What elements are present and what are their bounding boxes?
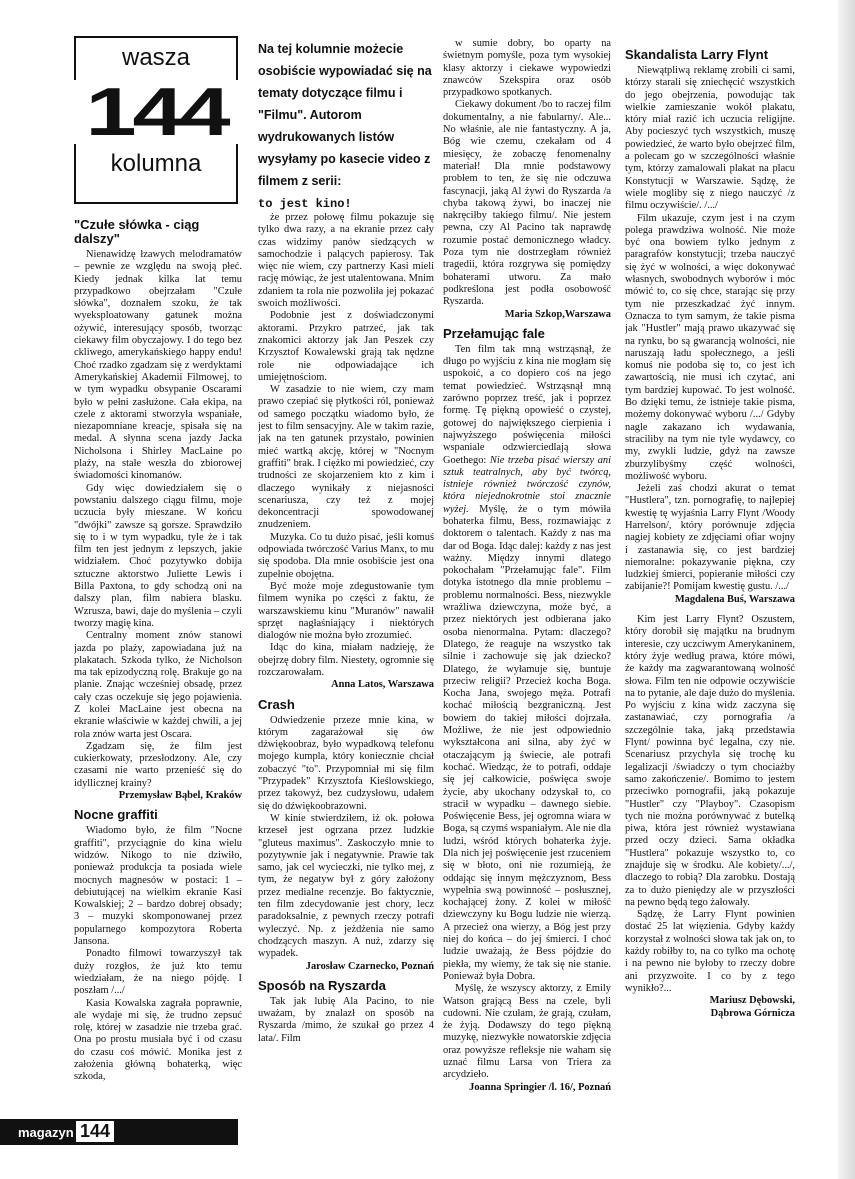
paragraph: Podobnie jest z doświadczonymi aktorami. Przykro patrzeć, jak tak znakomici aktorzy jak Jan Peszek czy Krzysztof Kowalewski grają tak nędzne role nie odpowiadające ich umiejętnościom. xyxy=(258,310,434,383)
letter-signature: Anna Latos, Warszawa xyxy=(331,679,434,691)
logo-number: 144 xyxy=(13,80,299,144)
letter-signature: Mariusz Dębowski, xyxy=(709,995,795,1007)
letter-signature: Maria Szkop,Warszawa xyxy=(504,308,611,320)
paragraph: Ciekawy dokument /bo to raczej film dokumentalny, a nie fabularny/. Ale... No właśnie, ale nie fantastyczny. A ja, Bóg wie czemu, czekałam od 4 miesięcy, że zobaczę fenomenalny materiał! Dla mnie podstawowy problem to ten, że się nie odczuwa fascynacji, jaką Al żywi do Ryszarda /a chyba takową żywi, bo inaczej nie nakręciłby takiego filmu/. Nie jestem pewna, czy Al Pacino tak naprawdę rozumie postać demonicznego władcy. Poza tym nie dostrzegłam również tragedii, która rozgrywa się pomiędzy bohaterami utworu. Za mało podkreślona jest podła osobowość Ryszarda. xyxy=(443,99,611,308)
paragraph-text: Myślę, że o tym mówiła bohaterka filmu, Bess, rozmawiając z doktorem o talentach. Każdy z nas ma dar od Boga. Idąc dalej: każdy z nas jest ważny. Między innymi dlatego pokochałam "Przełamując fale". Film dotyka istotnego dla mnie problemu – problemu normalności. Bess, niezwykle wrażliwa dziewczyna, może być, a przez niektórych jest odbierana jako osoba nienormalna. Pytam: dlaczego? Dlatego, że reaguje na wszystko tak silnie i zachowuje się jak dziecko? Dlatego, że wyłamuje się, buntuje przeciw religii? Przecież kocha Boga. Kocha Jana, swojego męża. Potrafi kochać miłością bezgraniczną. Jest bowiem do takiej miłości dojrzała. Możliwe, że nie jest odpowiednio wykształcona ani silna, aby żyć w otaczającym ją świecie, ale potrafi kochać. Wiedząc, że to potrafi, oddaje się jej całkowicie, poświęca swoje życie, aby ukochany odzyskał to, co stracił w wypadku – dawnego siebie. Poświęcenie Bess, jej ogromna wiara w Boga, są czymś wspaniałym. Ale nie dla ludzi, wśród których bohaterka żyje. Dla nich jej poświęcenie jest rzuceniem się w błoto, oni nie rozumieją, że oddając się innym mężczyznom, Bess wypełnia swą powinność – posłusznej, kochającej żony. Z kolei w miłość dziewczyny ku Bogu ludzie nie wierzą. A przecież ona wierzy, a Bóg jest przy niej do końca – do jej śmierci. I choć ludzie uważają, że Bess pójdzie do piekła, my wiemy, że tak się nie stanie. Ponieważ była Dobra. xyxy=(443,503,611,982)
paragraph: że przez połowę filmu pokazuje się tylko dwa razy, a na ekranie przez cały czas widzimy panów siedzących w samochodzie i palących papierosy. Tak więc nie wiem, czy partnerzy Kasi mieli rację mówiąc, że jest utalentowana. Mnim zdaniem ta rola nie pozwoliła jej pokazać swoich możliwości. xyxy=(258,212,434,310)
paragraph-text: Ten film tak mną wstrząsnął, że długo po wyjściu z kina nie mogłam się uspokoić, a co dopiero coś na jego temat powiedzieć. Wstrząsnął mną zarówno poprzez treść, jak i poprzez formę. Tę piękną opowieść o czystej, gotowej do największego cierpienia i najwyższego poświęcenia miłości wspaniale odzwierciedlają słowa Goethego: xyxy=(443,343,611,466)
paragraph: w sumie dobry, bo oparty na świetnym pomyśle, poza tym wysokiej klasy aktorzy i ciekawe wypowiedzi znawców Szekspira oraz osób przypadkowo spotkanych. xyxy=(443,38,611,99)
paragraph: Kim jest Larry Flynt? Oszustem, który dorobił się majątku na brudnym interesie, czy uczciwym Amerykaninem, który żyje według prawa, które mówi, że każdy ma zagwarantowaną wolność słowa. Film ten nie odpowie oczywiście na to pytanie, ale daje dużo do myślenia. Po wyjściu z kina widz zaczyna się zastanawiać, czy pornografia /a szczególnie taka, jaką przedstawia Flynt/ powinna być legalna, czy nie. Scenariusz przychyla się trochę ku legalizacji /świadczy o tym chociażby samo zakończenie/. Bomimo to jestem przeciwko pornografii, jaką pokazuje "Hustler" czy "Playboy". Czasopism tych nie można porównywać z butelką piwa, która jest również wystawiana przed oczy dzieci. Sama okładka "Hustlera" pokazuje wszystko to, co znajduje się w środku. Ale kobiety/.../, dlaczego to robią? Dla zarobku. Dostają za to dużo pieniędzy ale w przyszłości na pewno będą tego żałowały. xyxy=(625,614,795,908)
logo-bottom-word: kolumna xyxy=(110,150,202,177)
letter-signature: Jarosław Czarnecko, Poznań xyxy=(305,960,434,972)
column-logo xyxy=(74,36,238,204)
page-footer xyxy=(0,1119,238,1145)
letter-signature: Przemysław Bąbel, Kraków xyxy=(118,790,242,802)
paragraph: Zgadzam się, że film jest cukierkowaty, przesłodzony. Ale, czy czasami nie warto przenieść się do idyllicznej krainy? xyxy=(74,740,242,789)
logo-top-word: wasza xyxy=(121,44,191,71)
column-2 xyxy=(258,212,434,1132)
letter-title: Nocne graffiti xyxy=(74,807,158,823)
intro-series: to jest kino! xyxy=(258,197,352,211)
paragraph: Nienawidzę łzawych melodramatów – pewnie ze względu na swoją płeć. Kiedy jednak kilka lat temu przypadkowo obejrzałam "Czułe słówka", doznałem szoku, że tak wyeksploatowany gatunek można ożywić, interesujący sposób, tworząc ciekawy film obyczajowy. I do tego bez ckliwego, amerykańskiego happy endu! Choć rzadko zgadzam się z werdyktami Amerykańskiej Akademii Filmowej, to w tym wypadku obsypanie Oscarami było w pełni zasłużone. Cała ekipa, na czele z aktorami stworzyła wspaniałe, niezapomniane kreacje, spisała się na medal. A słynna scena jazdy Jacka Nicholsona i Shirley MacLaine po plaży, na stałe weszła do zbiorowej świadomości kinomanów. xyxy=(74,249,242,482)
paragraph: Muzyka. Co tu dużo pisać, jeśli komuś odpowiada twórczość Varius Manx, to mu się spodoba. Dla mnie osobiście jest ona zupełnie obojętna. xyxy=(258,531,434,580)
column-4 xyxy=(625,42,795,1140)
paragraph: Tak jak lubię Ala Pacino, to nie uważam, by znalazł on sposób na Ryszarda /mimo, że szukał go przez 4 lata/. Film xyxy=(258,995,434,1044)
letter-signature: Magdalena Buś, Warszawa xyxy=(674,593,795,605)
goethe-quote: Nie trzeba pisać wierszy ani sztuk teatralnych, aby być twórcą, istnieje również twórczość czynów, która niejednokrotnie stoi znacznie wyżej. xyxy=(443,454,611,515)
paragraph: Odwiedzenie przeze mnie kina, w którym zagarażował się ów dźwiękoobraz, było wypadkową telefonu mojego kumpla, który koniecznie chciał zobaczyć "to". Przypomniał mi się film "Przypadek" Krzysztofa Kieślowskiego, przez takowyż, bez cudzysłowu, udałem się do dźwiękoobrazowni. xyxy=(258,714,434,812)
paragraph: W kinie stwierdziłem, iż ok. połowa krzeseł jest ogrzana przez ludzkie "gluteus maximus". Zaskoczyło mnie to pozytywnie jak i negatywnie. Prawie tak samo, jak cel wycieczki, nie tylko mej, z tym, że negatyw był z góry założony przez medialne recenzje. Bo faktycznie, ten film zdecydowanie jest chory, lecz paradoksalnie, z pewnych rzeczy potrafi wyleczyć. Np. z jeżdżenia nie samo chodzących maszyn. A nuż, zdarzy się wypadek. xyxy=(258,812,434,960)
paragraph: Film ukazuje, czym jest i na czym polega prawdziwa wolność. Nie może być ona bowiem tylko jednym z paragrafów konstytucji; trzeba nauczyć się żyć w wolności, a więc dokonywać własnych, swobodnych wyborów i móc mówić to, co się chce, starając się przy tym nie przeszkadzać żyć innym. Oznacza to tym samym, że takie pisma jak "Hustler" mają prawo ukazywać się na rynku, bo są gwarancją wolności, nie naruszają ładu społecznego, a jeśli komuś nie podoba się to, co jest ich zawartością, nie musi ich czytać, ani tym bardziej kupować. To jest wolność. Bo dzięki temu, że istnieje takie pisma, możemy dokonywać wyboru /.../ Gdyby nagle zakazano ich wydawania, straciliby na tym nie tyle wydawcy, co my, zwykli ludzie, gdyż na zawsze zburzylibyśmy część wolności, możliwość wyboru. xyxy=(625,212,795,482)
paragraph: Idąc do kina, miałam nadzieję, że obejrzę dobry film. Niestety, ogromnie się rozczarowałam. xyxy=(258,642,434,678)
paragraph: Jeżeli zaś chodzi akurat o temat "Hustlera", tzn. pornografię, to najlepiej kwestię tę wyjaśnia Larry Flynt /Woody Harrelson/, który porównuje zdjęcia nagiej kobiety ze zdjęciami ofiar wojny i zastanawia się, co jest bardziej niemoralne: pokazywanie piękna, czy ludzkiej śmierci, popieranie miłości czy zabijanie?! Pomijam kwestię gustu. /.../ xyxy=(625,483,795,593)
page-number: 144 xyxy=(76,1121,114,1142)
paragraph: Niewątpliwą reklamę zrobili ci sami, którzy starali się zniechęcić wszystkich do jego obejrzenia, powodując tak wielkie zamieszanie wokół plakatu, który miał razić ich uczucia religijne. Aby pocieszyć tych wszystkich, muszę powiedzieć, że warto było obejrzeć film, a polecam go w szczególności właśnie tym, którzy zamalowali plakat na placu Konstytucji w Warszawie. Sądzę, że wiele mogliby się z niego nauczyć /z filmu oczywiście/. /.../ xyxy=(625,65,795,212)
letter-title: Crash xyxy=(258,696,295,712)
magazine-name: magazyn xyxy=(18,1125,74,1140)
paragraph: Gdy więc dowiedziałem się o powstaniu dalszego ciągu filmu, moje uczucia były mieszane. W końcu "dwójki" zawsze są gorsze. Sprawdziło się to i w tym wypadku, tyle że i tak film ten jest jednym z lepszych, jakie widziałem. Choć pozytywko dobija sztuczne aktorstwo Juliette Lewis i Billa Paxtona, to gdy schodzą oni na dalszy plan, film nabiera blasku. Wzrusza, bawi, daje do myślenia – czyli tworzy magię kina. xyxy=(74,482,242,629)
letter-signature-city: Dąbrowa Górnicza xyxy=(710,1007,795,1019)
paragraph: Ponadto filmowi towarzyszył tak duży rozgłos, że już kto temu wiedziałam, że na niego pójdę. I poszłam /.../ xyxy=(74,948,242,997)
separator xyxy=(625,606,795,614)
page-edge-shadow xyxy=(838,0,855,1179)
paragraph: Być może moje zdegustowanie tym filmem wynika po części z faktu, że warszawskiemu kinu "Muranów" nawalił sprzęt nagłaśniający i niektórych dialogów nie można było zrozumieć. xyxy=(258,580,434,642)
letter-signature: Joanna Springier /l. 16/, Poznań xyxy=(469,1081,611,1093)
intro-text xyxy=(258,38,438,215)
paragraph: Myślę, że wszyscy aktorzy, z Emily Watson grającą Bess na czele, byli cudowni. Nie czułam, że grają, czułam, że żyją. Dodawszy do tego piękną muzykę, niezwykłe nowatorskie zdjęcia oraz powyższe refleksje nie waham się uznać filmu Larsa von Triera za arcydzieło. xyxy=(443,983,611,1081)
paragraph: Wiadomo było, że film "Nocne graffiti", przyciągnie do kina wielu widzów. Nikogo to nie dziwiło, ponieważ produkcja ta posiada wiele mocnych magnesów w postaci: 1 – debiutującej na wielkim ekranie Kasi Kowalskiej; 2 – bardzo dobrej obsady; 3 – muzyki skomponowanej przez popularnego kompozytora Roberta Jansona. xyxy=(74,825,242,948)
paragraph: W zasadzie to nie wiem, czy mam prawo czepiać się płytkości ról, ponieważ od samego początku wiadomo było, że jest to film sensacyjny. Ale w takim razie, jak na ten gatunek przystało, powinien mieć wartką akcję, której w "Nocnym graffiti" brak. I ciężko mi powiedzieć, czy trudności ze skojarzeniem kto z kim i dlaczego wynikały z niejasności scenariusza, czy też z mojej dekoncentracji spowodowanej znudzeniem. xyxy=(258,384,434,531)
column-1 xyxy=(74,212,242,1132)
intro-body: Na tej kolumnie możecie osobiście wypowiadać się na tematy dotyczące filmu i "Filmu". Autorom wydrukowanych listów wysyłamy po kasecie video z filmem z serii: xyxy=(258,42,432,188)
paragraph: Sądzę, że Larry Flynt powinien dostać 25 lat więzienia. Gdyby każdy korzystał z wolności słowa tak jak on, to każdy robiłby to, na co tylko ma ochotę i na pewno nie byłoby to rzeczy dobre ani przyzwoite. I co by z tego wynikło?... xyxy=(625,909,795,994)
paragraph: Centralny moment znów stanowi jazda po plaży, zapowiadana już na plakatach. Szkoda tylko, że Nicholson ma tak epizodyczną rolę. Brakuje go na planie. Znając wcześniej obsadę, przez cały czas oczekuje się jego pojawienia. Z kolei MacLaine jest obecna na ekranie właściwie w każdej chwili, a jej rola znów warta jest Oscara. xyxy=(74,630,242,740)
letter-title: Przełamując fale xyxy=(443,325,545,341)
paragraph xyxy=(443,344,611,983)
paragraph: Kasia Kowalska zagrała poprawnie, ale wydaje mi się, że trudno zepsuć rolę, której w zasadzie nie trzeba grać. Ona po prostu musiała być i od czasu do czasu coś mówić. Monika jest z założenia główną bohaterką, więc szkoda, xyxy=(74,997,242,1083)
letter-title: Skandalista Larry Flynt xyxy=(625,47,769,62)
letter-title: "Czułe słówka - ciąg dalszy" xyxy=(74,217,200,246)
column-3 xyxy=(443,38,611,1138)
letter-title: Sposób na Ryszarda xyxy=(258,977,386,993)
